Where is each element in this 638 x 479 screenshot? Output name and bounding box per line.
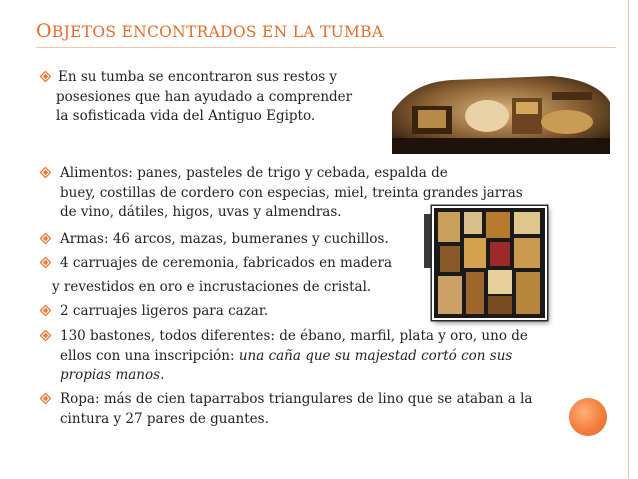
- bullet-icon: [40, 71, 51, 82]
- bullet-text: y revestidos en oro e incrustaciones de cristal.: [52, 279, 372, 295]
- slide-title: OBJETOS ENCONTRADOS EN LA TUMBA: [36, 20, 384, 42]
- egyptian-objects-photo: [432, 206, 547, 320]
- bullet-text: 4 carruajes de ceremonia, fabricados en madera: [60, 255, 393, 271]
- decorative-orange-circle: [569, 398, 607, 436]
- bullet-icon: [40, 393, 51, 404]
- bullet-icon: [40, 330, 51, 341]
- title-underline: [36, 47, 616, 48]
- bullet-text: En su tumba se encontraron sus restos y posesiones que han ayudado a comprender la sofisticada vida del Antiguo Egipto.: [56, 69, 353, 124]
- bullet-icon: [40, 233, 51, 244]
- bullet-icon: [40, 257, 51, 268]
- tomb-treasures-photo: [392, 72, 610, 154]
- bullet-text: 130 bastones, todos diferentes: de ébano, marfil, plata y oro, uno de ellos con una inscripción: una caña que su majestad cortó con sus propias manos.: [60, 328, 528, 383]
- bullet-text: Ropa: más de cien taparrabos triangulares de lino que se ataban a la cintura y 27 pares de guantes.: [60, 391, 533, 427]
- bullet-text: Alimentos: panes, pasteles de trigo y cebada, espalda de buey, costillas de cordero con especias, miel, treinta grandes jarras de vino, dátiles, higos, uvas y almendras.: [60, 165, 523, 220]
- bullet-text: Armas: 46 arcos, mazas, bumeranes y cuchillos.: [60, 231, 389, 247]
- bullet-icon: [40, 167, 51, 178]
- slide-edge-rule: [628, 0, 629, 479]
- bullet-text: 2 carruajes ligeros para cazar.: [60, 303, 269, 319]
- bullet-icon: [40, 305, 51, 316]
